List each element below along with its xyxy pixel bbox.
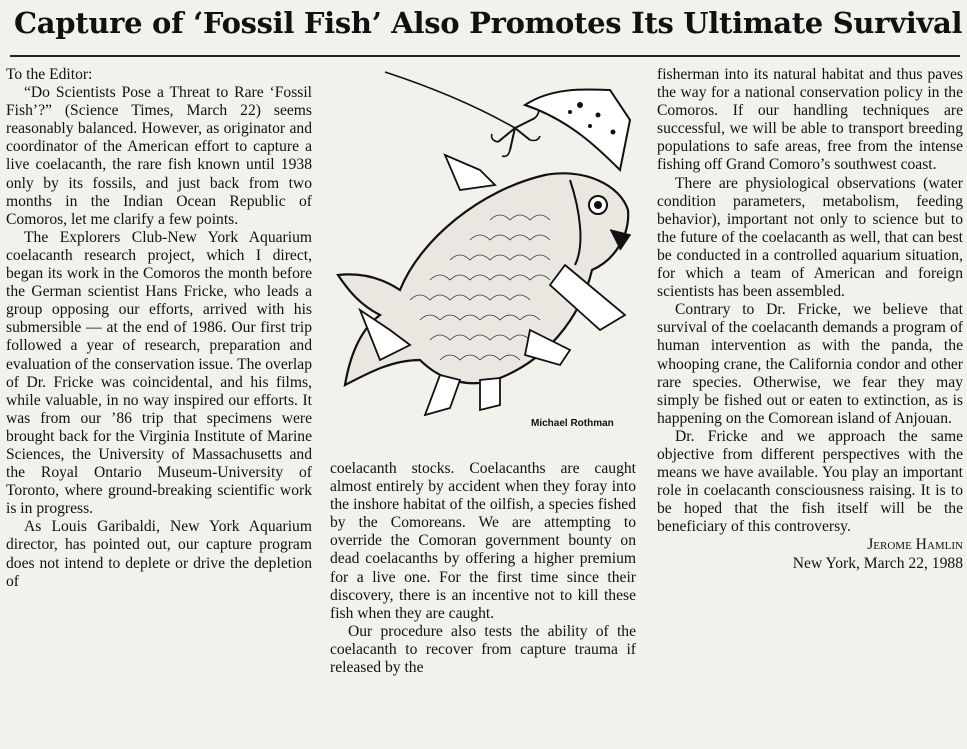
paragraph: Our procedure also tests the ability of the coelacanth to recover from capture trauma if released by the xyxy=(330,622,636,677)
signature-line xyxy=(657,536,963,554)
paragraph: Dr. Fricke and we approach the same objective from different perspectives with the means we have available. You play an important role in coelacanth consciousness raising. It is to be hoped that the fish itself will be the beneficiary of this controversy. xyxy=(657,427,963,536)
paragraph: coelacanth stocks. Coelacanths are caught almost entirely by accident when they foray into the inshore habitat of the oilfish, a species fished by the Comoreans. We are attempting to override the Comoran government bounty on dead coelacanths by offering a higher premium for a live one. For the first time since their discovery, there is an incentive not to kill these fish when they are caught. xyxy=(330,460,636,622)
paragraph: As Louis Garibaldi, New York Aquarium director, has pointed out, our capture program does not intend to deplete or drive the depletion of xyxy=(6,518,312,590)
paragraph: The Explorers Club-New York Aquarium coelacanth research project, which I direct, began its work in the Comoros the month before the German scientist Hans Fricke, who leads a group opposing our efforts, arrived with his submersible — at the end of 1986. Our first trip followed a year of research, preparation and evaluation of the conservation issue. The overlap of Dr. Fricke was coincidental, and his films, while valuable, in no way inspired our efforts. It was from our ’86 trip that specimens were brought back for the Virginia Institute of Marine Sciences, the University of Massachusetts and the Royal Ontario Museum-University of Toronto, where ground-breaking scientific work is in progress. xyxy=(6,228,312,518)
column-1 xyxy=(6,66,312,591)
column-3 xyxy=(657,66,963,573)
headline: Capture of ‘Fossil Fish’ Also Promotes Its Ultimate Survival xyxy=(14,6,963,40)
salutation: To the Editor: xyxy=(6,66,93,83)
paragraph: Contrary to Dr. Fricke, we believe that survival of the coelacanth demands a program of human intervention as with the panda, the whooping crane, the California condor and other rare species. Otherwise, we fear they may simply be fished out or eaten to extinction, as is happening on the Comorean island of Anjouan. xyxy=(657,301,963,427)
author-signature: Jerome Hamlin xyxy=(867,536,963,554)
headline-rule xyxy=(10,55,960,57)
coelacanth-illustration xyxy=(330,60,648,450)
illustration-credit: Michael Rothman xyxy=(531,418,614,429)
paragraph: “Do Scientists Pose a Threat to Rare ‘Fossil Fish’?” (Science Times, March 22) seems reasonably balanced. However, as originator and coordinator of the American effort to capture a live coelacanth, the rare fish known until 1938 only by its fossils, and just back from two months in the Indian Ocean Republic of Comoros, let me clarify a few points. xyxy=(6,84,312,228)
column-2 xyxy=(330,460,636,677)
dateline: New York, March 22, 1988 xyxy=(792,554,963,572)
paragraph: There are physiological observations (water condition parameters, metabolism, feeding behavior), important not only to science but to the future of the coelacanth as well, that can best be conducted in a controlled aquarium situation, for which a team of American and foreign scientists has been assembled. xyxy=(657,174,963,301)
paragraph: fisherman into its natural habitat and thus paves the way for a national conservation policy in the Comoros. If our handling techniques are successful, we will be able to transport breeding populations to safe areas, free from the intense fishing off Grand Comoro’s southwest coast. xyxy=(657,66,963,174)
